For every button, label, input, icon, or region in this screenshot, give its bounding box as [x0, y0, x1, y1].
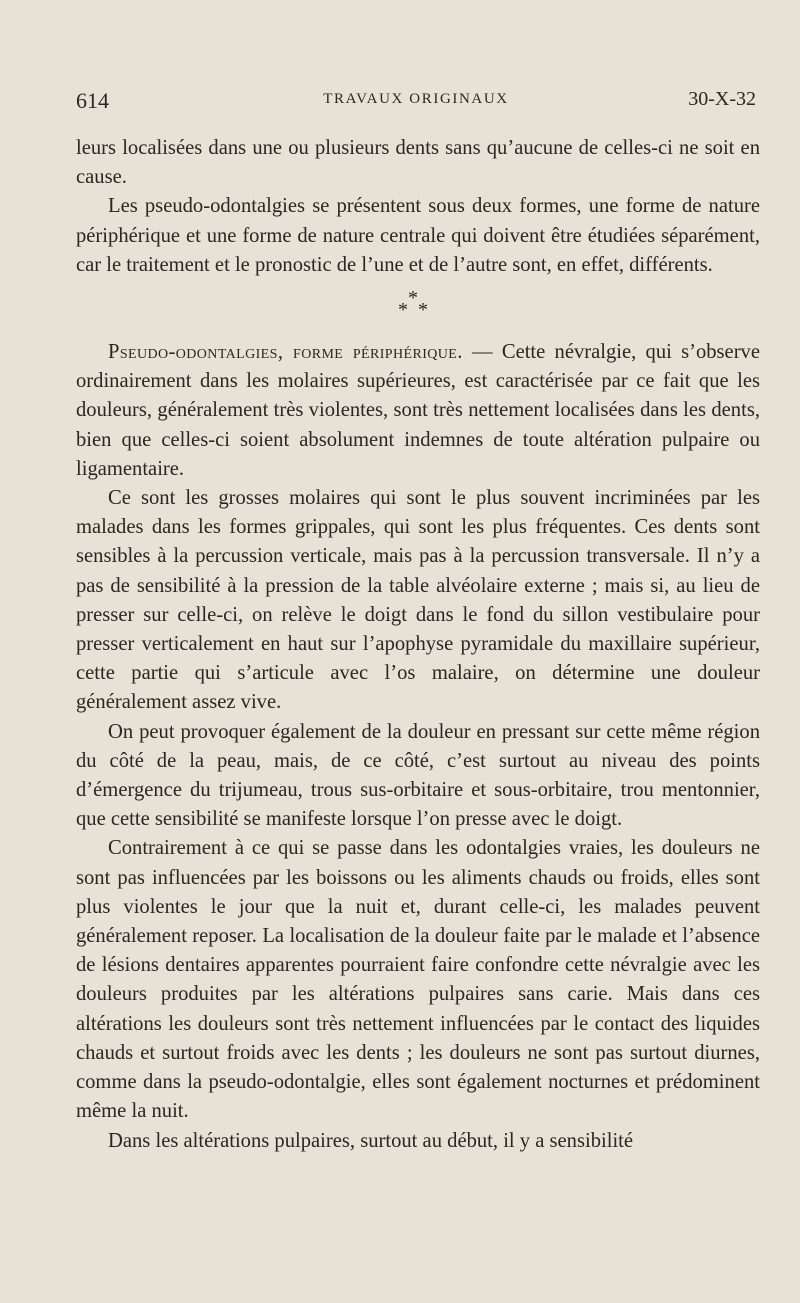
section-heading: Pseudo-odontalgies, forme périphérique. — [108, 341, 463, 364]
paragraph-peripheral-form — [76, 338, 760, 484]
paragraph-molars: Ce sont les grosses molaires qui sont le plus souvent incriminées par les malades dans les formes grippales, qui sont les plus fréquentes. Ces dents sont sensibles à la percussion verticale, mais pas à la percussion transversale. Il n’y a pas de sensibilité à la pression de la table alvéolaire externe ; mais si, au lieu de presser sur celle-ci, on relève le doigt dans le fond du sillon vestibulaire pour presser verticalement en haut sur l’apophyse pyramidale du maxillaire supérieur, cette partie qui s’articule avec l’os malaire, on détermine une douleur généralement assez vive. — [76, 487, 760, 714]
issue-date: 30-X-32 — [688, 88, 756, 110]
page-number: 614 — [76, 88, 109, 113]
asterism-star-top: * — [408, 287, 418, 310]
paragraph-forms: Les pseudo-odontalgies se présentent sous deux formes, une forme de nature périphérique et une forme de nature centrale qui doivent être étudiées séparément, car le traitement et le pronostic de l’une et de l’autre sont, en effet, différents. — [76, 195, 760, 276]
running-title: TRAVAUX ORIGINAUX — [323, 91, 509, 107]
running-head — [76, 88, 756, 118]
section-asterism — [76, 280, 760, 338]
paragraph-contrast: Contrairement à ce qui se passe dans les odontalgies vraies, les douleurs ne sont pas influencées par les boissons ou les aliments chauds ou froids, elles sont plus violentes le jour que la nuit et, durant celle-ci, les malades peuvent généralement reposer. La localisation de la douleur faite par le malade et l’absence de lésions dentaires apparentes pourraient faire confondre cette névralgie avec les douleurs produites par les altérations pulpaires sans carie. Mais dans ces altérations les douleurs sont très nettement influencées par le contact des liquides chauds et surtout froids avec les dents ; les douleurs ne sont pas surtout diurnes, comme dans la pseudo-odontalgie, elles sont également nocturnes et prédominent même la nuit. — [76, 837, 760, 1123]
paragraph-continuation: leurs localisées dans une ou plusieurs dents sans qu’aucune de celles-ci ne soit en cause. — [76, 137, 760, 189]
section-text: — Cette névralgie, qui s’observe ordinairement dans les molaires supérieures, est caractérisée par ce fait que les douleurs, généralement très violentes, sont très nettement localisées dans les dents, bien que celles-ci soient absolument indemnes de toute altération pulpaire ou ligamentaire. — [76, 341, 760, 480]
asterism-star-right: * — [418, 299, 428, 322]
asterism-star-left: * — [398, 299, 408, 322]
body-text — [76, 134, 760, 1156]
paragraph-pressure: On peut provoquer également de la douleur en pressant sur cette même région du côté de la peau, mais, de ce côté, c’est surtout au niveau des points d’émergence du trijumeau, trous sus-orbitaire et sous-orbitaire, trou mentonnier, que cette sensibilité se manifeste lorsque l’on presse avec le doigt. — [76, 720, 760, 831]
paragraph-pulp: Dans les altérations pulpaires, surtout au début, il y a sensibilité — [108, 1129, 634, 1152]
